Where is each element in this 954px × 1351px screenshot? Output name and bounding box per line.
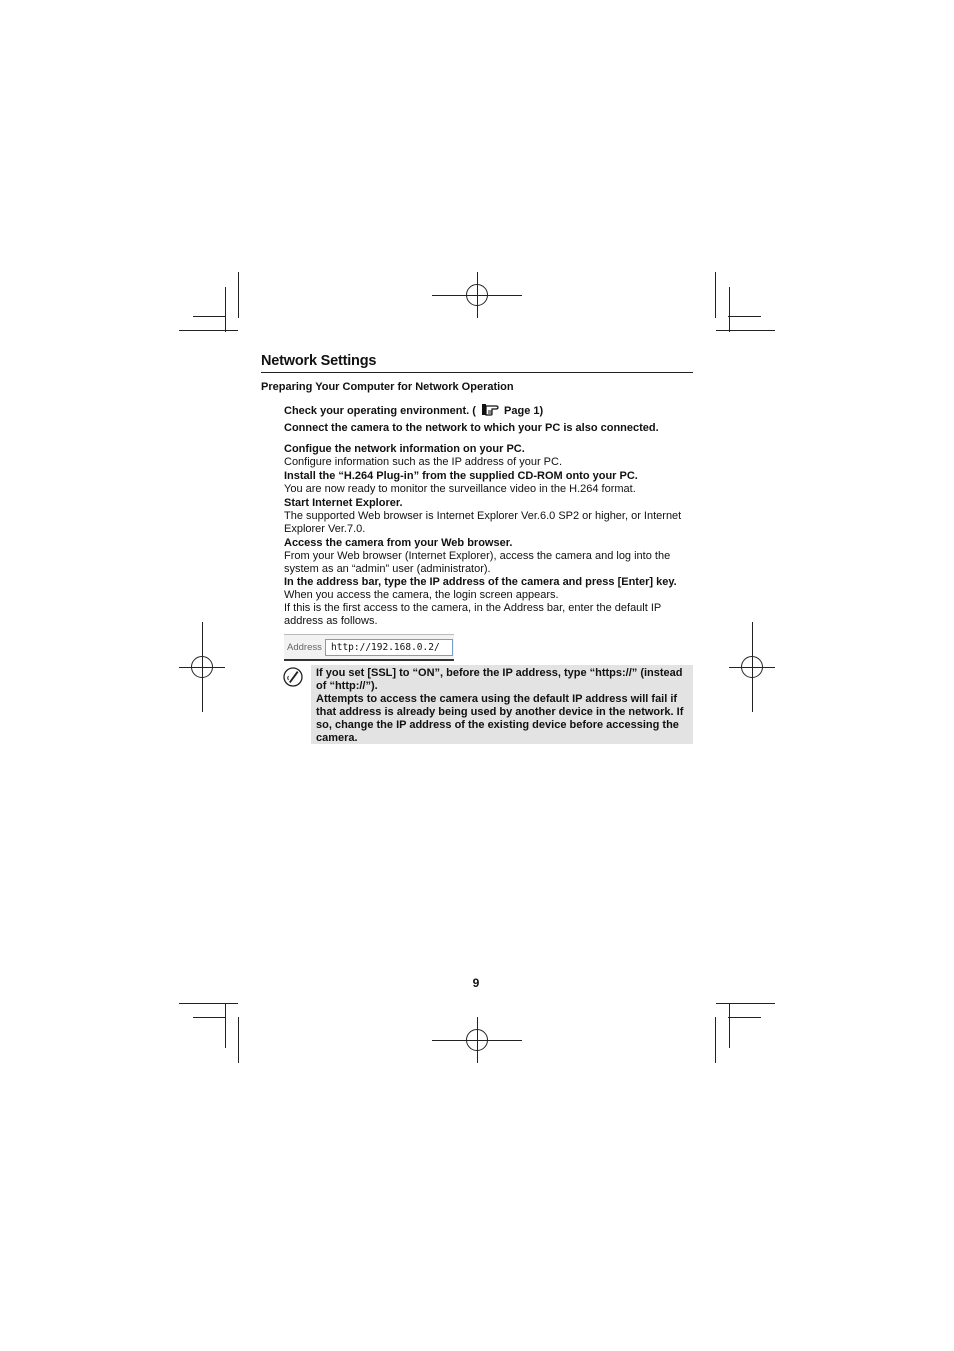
crop-mark — [193, 1017, 226, 1018]
page-number: 9 — [472, 976, 480, 990]
address-input[interactable] — [325, 639, 453, 656]
step-check-environment — [284, 403, 694, 418]
step-heading: Connect the camera to the network to which your PC is also connected. — [284, 422, 659, 434]
subsection-title: Preparing Your Computer for Network Operation — [261, 381, 514, 393]
pencil-note-icon — [283, 667, 303, 687]
crop-mark — [729, 1003, 730, 1048]
crop-mark — [179, 330, 238, 331]
section-title: Network Settings — [261, 353, 377, 369]
step-enter-ip — [284, 576, 694, 628]
registration-mark-top — [432, 272, 522, 318]
step-heading: Check your operating environment. ( — [284, 405, 476, 417]
crop-mark — [715, 272, 716, 318]
step-heading: Start Internet Explorer. — [284, 497, 403, 509]
address-label: Address — [287, 642, 322, 653]
crop-mark — [179, 1003, 238, 1004]
crop-mark — [716, 1003, 775, 1004]
registration-mark-bottom — [432, 1017, 522, 1063]
note-line: If you set [SSL] to “ON”, before the IP address, type “https://” (instead of “http://”). — [316, 667, 683, 692]
step-description: Configure information such as the IP address of your PC. — [284, 456, 562, 468]
step-heading: Install the “H.264 Plug-in” from the supplied CD-ROM onto your PC. — [284, 470, 638, 482]
step-connect-camera — [284, 422, 694, 435]
title-divider — [261, 372, 693, 373]
step-start-browser — [284, 497, 694, 536]
note-line: Attempts to access the camera using the default IP address will fail if that address is already being used by another device in the network. If so, change the IP address of the existing device before accessing the camera. — [316, 693, 684, 744]
step-description: From your Web browser (Internet Explorer), access the camera and log into the system as an “admin” user (administrator). — [284, 550, 671, 575]
crop-mark — [728, 1017, 761, 1018]
step-configure-network — [284, 443, 694, 469]
crop-mark — [716, 330, 775, 331]
registration-mark-left — [179, 622, 225, 712]
address-bar — [284, 634, 454, 661]
step-heading: Configue the network information on your PC. — [284, 443, 525, 455]
crop-mark — [193, 316, 226, 317]
pointing-hand-icon — [481, 403, 499, 416]
step-description: You are now ready to monitor the surveillance video in the H.264 format. — [284, 483, 636, 495]
crop-mark — [238, 1017, 239, 1063]
registration-mark-right — [729, 622, 775, 712]
step-install-plugin — [284, 470, 694, 496]
crop-mark — [715, 1017, 716, 1063]
step-description: If this is the first access to the camera, in the Address bar, enter the default IP address as follows. — [284, 602, 662, 627]
crop-mark — [225, 1003, 226, 1048]
step-access-camera — [284, 537, 694, 576]
crop-mark — [729, 287, 730, 332]
address-value: http://192.168.0.2/ — [331, 642, 440, 653]
crop-mark — [238, 272, 239, 318]
step-heading: Access the camera from your Web browser. — [284, 537, 513, 549]
step-heading: In the address bar, type the IP address of the camera and press [Enter] key. — [284, 576, 677, 588]
step-description: The supported Web browser is Internet Explorer Ver.6.0 SP2 or higher, or Internet Explorer Ver.7.0. — [284, 510, 682, 535]
crop-mark — [225, 287, 226, 332]
page-reference[interactable]: Page 1) — [504, 405, 544, 417]
step-description: When you access the camera, the login screen appears. — [284, 589, 559, 601]
note-text — [316, 667, 692, 745]
crop-mark — [728, 316, 761, 317]
note-box — [311, 665, 693, 744]
